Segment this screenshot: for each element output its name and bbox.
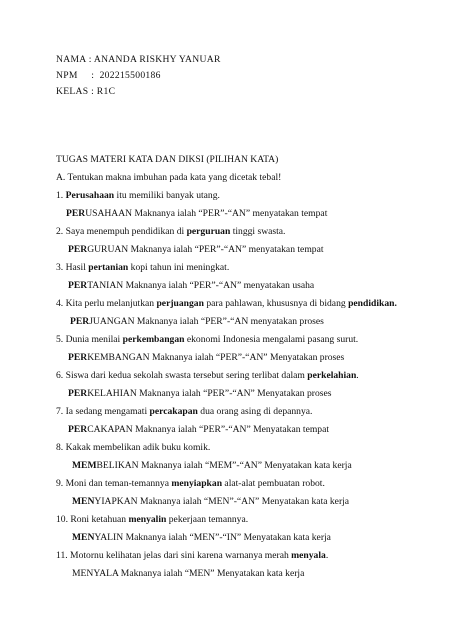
question-text: .	[325, 550, 329, 561]
answer-prefix: MEN	[72, 532, 95, 543]
bold-word: perkembangan	[122, 334, 185, 345]
question-text: Saya menempuh pendidikan di	[65, 226, 187, 237]
bold-word: pertanian	[88, 262, 129, 273]
answer-root: YALIN	[94, 532, 124, 543]
question-text: Kita perlu melanjutkan	[65, 298, 157, 309]
question-number: 8.	[56, 442, 64, 453]
answer-prefix: PER	[70, 316, 90, 327]
answer-line	[70, 316, 324, 328]
bold-word: menyala	[291, 550, 326, 561]
section-a-instruction: A. Tentukan makna imbuhan pada kata yang dicetak tebal!	[56, 172, 282, 183]
answer-root: BELIKAN	[96, 460, 139, 471]
question-number: 9.	[56, 478, 64, 489]
question-number: 5.	[56, 334, 64, 345]
question-text: Dunia menilai	[65, 334, 123, 345]
answer-line	[72, 568, 304, 580]
question-number: 1.	[56, 190, 64, 201]
document-title: TUGAS MATERI KATA DAN DIKSI (PILIHAN KATA)	[56, 154, 279, 165]
answer-prefix: PER	[68, 280, 88, 291]
npm-line: NPM : 202215500186	[56, 70, 161, 81]
question-text: Siswa dari kedua sekolah swasta tersebut sering terlibat dalam	[65, 370, 308, 381]
question-text: Roni ketahuan	[70, 514, 129, 525]
answer-prefix: MEN	[72, 568, 94, 579]
answer-text: Maknanya ialah “MEM”-“AN” Menyatakan kata kerja	[138, 460, 352, 471]
answer-text: Maknanya ialah “PER”-“AN” menyatakan tempat	[128, 244, 324, 255]
name-label: NAMA	[56, 54, 86, 65]
answer-line	[72, 460, 352, 472]
question-text: tinggi swasta.	[230, 226, 286, 237]
question-text: .	[356, 370, 359, 381]
answer-prefix: PER	[66, 208, 86, 219]
answer-prefix: MEM	[72, 460, 97, 471]
answer-root: YIAPKAN	[94, 496, 138, 507]
name-line: NAMA : ANANDA RISKHY YANUAR	[56, 54, 221, 65]
bold-word: perkelahian	[307, 370, 357, 381]
answer-line	[68, 388, 332, 400]
question-line	[56, 226, 285, 238]
question-text: Kakak membelikan adik buku komik.	[65, 442, 211, 453]
answer-line	[66, 208, 327, 220]
question-text: Hasil	[65, 262, 89, 273]
answer-text: Maknanya ialah “PER”-“AN” menyatakan tempat	[132, 208, 328, 219]
answer-root: KEMBANGAN	[87, 352, 150, 363]
question-number: 4.	[56, 298, 64, 309]
question-number: 7.	[56, 406, 64, 417]
answer-line	[68, 280, 314, 292]
answer-line	[72, 496, 349, 508]
question-number: 2.	[56, 226, 64, 237]
question-text: ekonomi Indonesia mengalami pasang surut.	[184, 334, 359, 345]
answer-root: TANIAN	[87, 280, 124, 291]
question-line	[56, 370, 359, 382]
class-label: KELAS	[56, 86, 89, 97]
npm-value: 202215500186	[99, 70, 161, 81]
answer-root: YALA	[93, 568, 119, 579]
question-line	[56, 478, 325, 490]
question-line	[56, 190, 220, 202]
question-number: 10.	[56, 514, 68, 525]
bold-word: pendidikan.	[348, 298, 397, 309]
answer-text: Maknanya ialah “MEN”-“AN” Menyatakan kata kerja	[137, 496, 350, 507]
answer-text: Maknanya ialah “PER”-“AN” Menyatakan tempat	[132, 424, 330, 435]
class-line: KELAS : R1C	[56, 86, 116, 97]
answer-line	[68, 244, 324, 256]
question-line	[56, 442, 210, 454]
question-number: 6.	[56, 370, 64, 381]
answer-text: Maknanya ialah “MEN” Menyatakan kata kerja	[118, 568, 305, 579]
question-line	[56, 514, 248, 526]
answer-prefix: PER	[68, 388, 88, 399]
question-number: 3.	[56, 262, 64, 273]
question-text: pekerjaan temannya.	[166, 514, 249, 525]
question-text: Motornu kelihatan jelas dari sini karena warnanya merah	[70, 550, 292, 561]
question-line	[56, 298, 397, 310]
answer-text: Maknanya ialah “PER”-“AN menyatakan proses	[134, 316, 324, 327]
question-line	[56, 550, 328, 562]
question-text: para pahlawan, khususnya di bidang	[203, 298, 349, 309]
bold-word: perjuangan	[156, 298, 204, 309]
answer-line	[68, 352, 344, 364]
question-text: alat-alat pembuatan robot.	[222, 478, 325, 489]
bold-word: menyiapkan	[171, 478, 223, 489]
answer-text: Maknanya ialah “PER”-“AN” Menyatakan proses	[136, 388, 332, 399]
answer-text: Maknanya ialah “PER”-“AN” menyatakan usaha	[123, 280, 315, 291]
answer-prefix: PER	[68, 352, 88, 363]
answer-root: CAKAPAN	[87, 424, 133, 435]
question-text: Moni dan teman-temannya	[65, 478, 172, 489]
question-text: itu memiliki banyak utang.	[114, 190, 220, 201]
bold-word: menyalin	[128, 514, 167, 525]
name-value: ANANDA RISKHY YANUAR	[93, 54, 221, 65]
answer-line	[68, 424, 329, 436]
answer-root: USAHAAN	[85, 208, 133, 219]
question-line	[56, 406, 312, 418]
answer-root: GURUAN	[87, 244, 129, 255]
bold-word: percakapan	[149, 406, 198, 417]
answer-prefix: PER	[68, 424, 88, 435]
bold-word: perguruan	[186, 226, 231, 237]
class-value: R1C	[96, 86, 116, 97]
question-text: Ia sedang mengamati	[65, 406, 150, 417]
answer-prefix: MEN	[72, 496, 95, 507]
question-number: 11.	[56, 550, 68, 561]
answer-text: Maknanya ialah “PER”-“AN” Menyatakan proses	[149, 352, 345, 363]
npm-label: NPM	[56, 70, 78, 81]
question-line	[56, 334, 358, 346]
question-text: kopi tahun ini meningkat.	[128, 262, 230, 273]
answer-root: KELAHIAN	[87, 388, 137, 399]
answer-root: JUANGAN	[89, 316, 135, 327]
bold-word: Perusahaan	[65, 190, 115, 201]
answer-text: Maknanya ialah “MEN”-“IN” Menyatakan kata kerja	[123, 532, 331, 543]
question-text: dua orang asing di depannya.	[197, 406, 313, 417]
answer-line	[72, 532, 331, 544]
question-line	[56, 262, 229, 274]
answer-prefix: PER	[68, 244, 88, 255]
